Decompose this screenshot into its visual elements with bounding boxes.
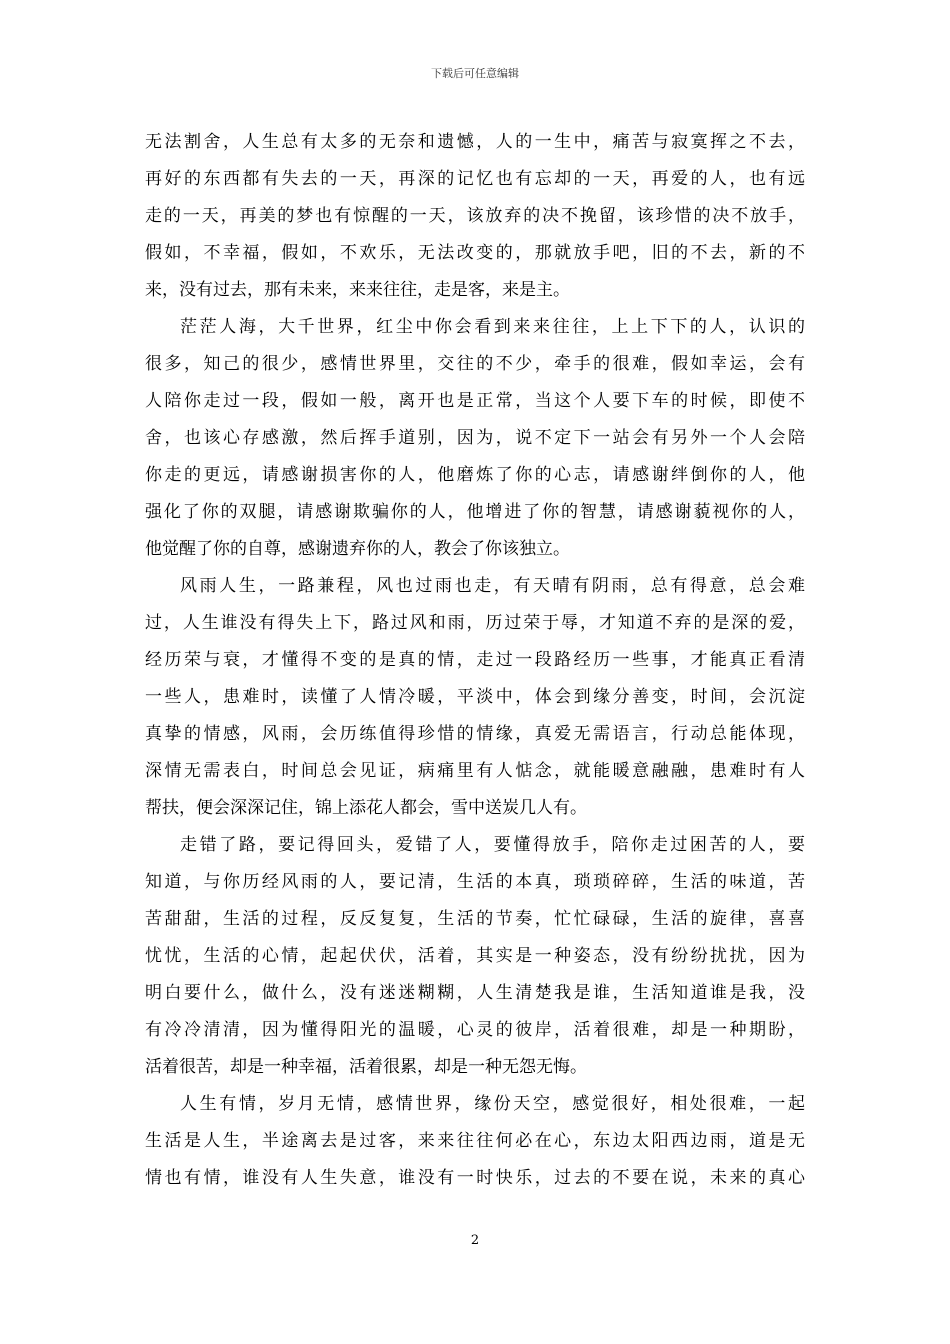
text-line: 经历荣与衰，才懂得不变的是真的情，走过一段路经历一些事，才能真正看清 xyxy=(145,650,805,670)
text-line: 过，人生谁没有得失上下，路过风和雨，历过荣于辱，才知道不弃的是深的爱， xyxy=(145,613,805,633)
text-line: 他觉醒了你的自尊，感谢遗弃你的人，教会了你该独立。 xyxy=(145,539,570,559)
paragraph-3 xyxy=(145,568,805,827)
text-line: 明白要什么，做什么，没有迷迷糊糊，人生清楚我是谁，生活知道谁是我，没 xyxy=(145,983,805,1003)
text-line: 再好的东西都有失去的一天，再深的记忆也有忘却的一天，再爱的人，也有远 xyxy=(145,169,805,189)
page-header: 下载后可任意编辑 xyxy=(431,67,519,80)
text-line: 强化了你的双腿，请感谢欺骗你的人，他增进了你的智慧，请感谢藐视你的人， xyxy=(145,502,805,522)
text-line: 很多，知己的很少，感情世界里，交往的不少，牵手的很难，假如幸运，会有 xyxy=(145,354,805,374)
text-line: 人陪你走过一段，假如一般，离开也是正常，当这个人要下车的时候，即使不 xyxy=(145,391,805,411)
text-line: 深情无需表白，时间总会见证，病痛里有人惦念，就能暖意融融，患难时有人 xyxy=(145,761,805,781)
text-line: 忧忧，生活的心情，起起伏伏，活着，其实是一种姿态，没有纷纷扰扰，因为 xyxy=(145,946,805,966)
text-line: 无法割舍，人生总有太多的无奈和遗憾，人的一生中，痛苦与寂寞挥之不去， xyxy=(145,132,805,152)
text-line: 苦甜甜，生活的过程，反反复复，生活的节奏，忙忙碌碌，生活的旋律，喜喜 xyxy=(145,909,805,929)
paragraph-2 xyxy=(145,309,805,568)
text-line: 一些人，患难时，读懂了人情冷暖，平淡中，体会到缘分善变，时间，会沉淀 xyxy=(145,687,805,707)
paragraph-4 xyxy=(145,827,805,1086)
text-line: 帮扶，便会深深记住，锦上添花人都会，雪中送炭几人有。 xyxy=(145,798,587,818)
text-line: 风雨人生，一路兼程，风也过雨也走，有天晴有阴雨，总有得意，总会难 xyxy=(180,576,805,596)
text-line: 知道，与你历经风雨的人，要记清，生活的本真，琐琐碎碎，生活的味道，苦 xyxy=(145,872,805,892)
text-line: 假如，不幸福，假如，不欢乐，无法改变的，那就放手吧，旧的不去，新的不 xyxy=(145,243,805,263)
text-line: 活着很苦，却是一种幸福，活着很累，却是一种无怨无悔。 xyxy=(145,1057,587,1077)
text-line: 情也有情，谁没有人生失意，谁没有一时快乐，过去的不要在说，未来的真心 xyxy=(145,1168,805,1188)
text-line: 人生有情，岁月无情，感情世界，缘份天空，感觉很好，相处很难，一起 xyxy=(180,1094,805,1114)
text-line: 有冷冷清清，因为懂得阳光的温暖，心灵的彼岸，活着很难，却是一种期盼， xyxy=(145,1020,805,1040)
text-line: 来，没有过去，那有未来，来来往往，走是客，来是主。 xyxy=(145,280,570,300)
paragraph-1 xyxy=(145,124,805,309)
text-line: 舍，也该心存感激，然后挥手道别，因为，说不定下一站会有另外一个人会陪 xyxy=(145,428,805,448)
text-line: 走错了路，要记得回头，爱错了人，要懂得放手，陪你走过困苦的人，要 xyxy=(180,835,805,855)
text-line: 你走的更远，请感谢损害你的人，他磨炼了你的心志，请感谢绊倒你的人，他 xyxy=(145,465,805,485)
text-line: 茫茫人海，大千世界，红尘中你会看到来来往往，上上下下的人，认识的 xyxy=(180,317,805,337)
text-line: 生活是人生，半途离去是过客，来来往往何必在心，东边太阳西边雨，道是无 xyxy=(145,1131,805,1151)
document-body xyxy=(145,124,805,1197)
paragraph-5 xyxy=(145,1086,805,1197)
page-number: 2 xyxy=(470,1233,480,1248)
text-line: 走的一天，再美的梦也有惊醒的一天，该放弃的决不挽留，该珍惜的决不放手， xyxy=(145,206,805,226)
text-line: 真挚的情感，风雨，会历练值得珍惜的情缘，真爱无需语言，行动总能体现， xyxy=(145,724,805,744)
